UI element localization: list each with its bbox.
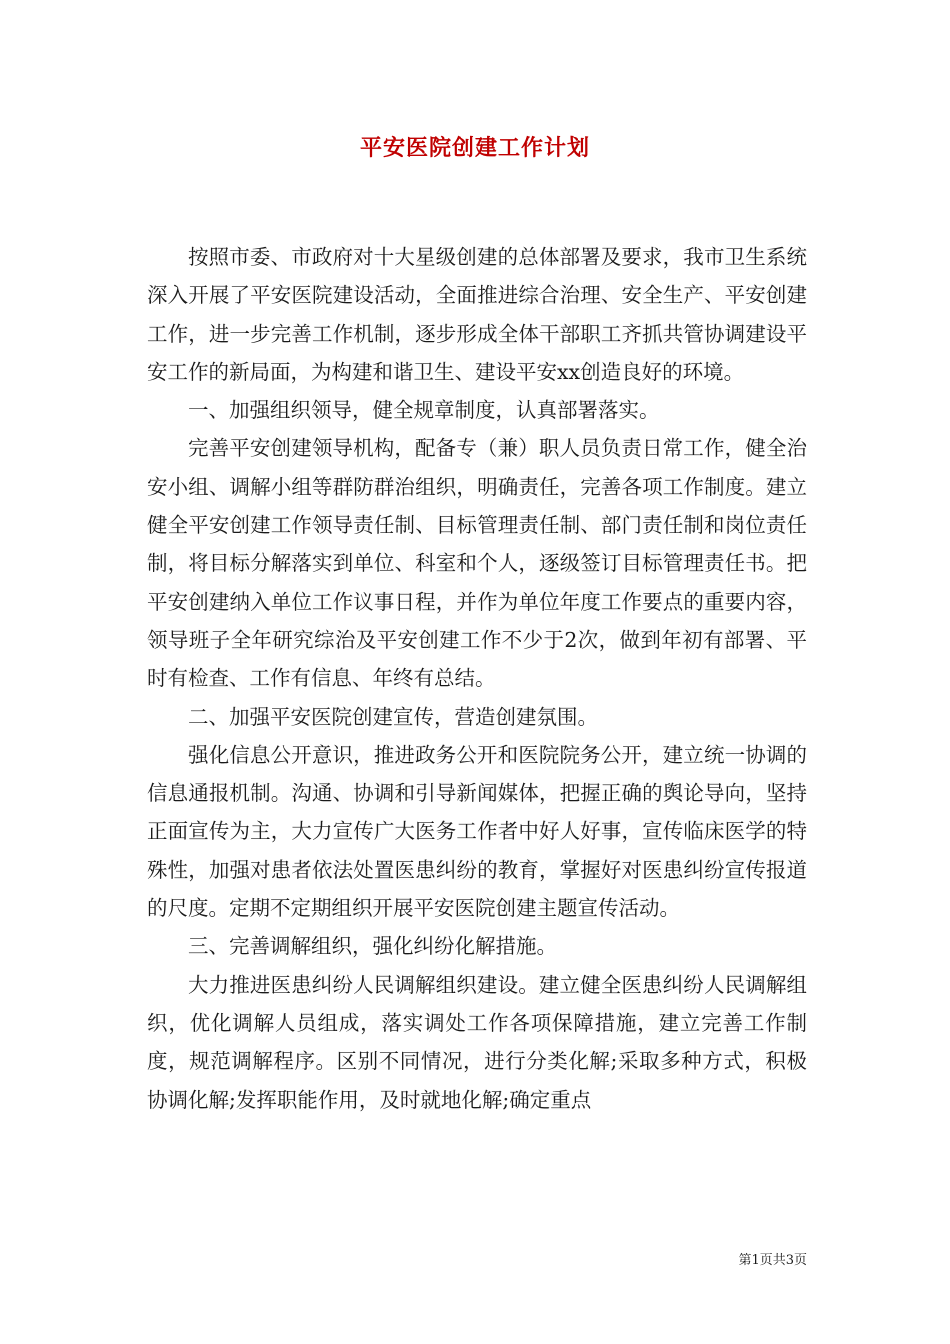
section-heading-1: 一、加强组织领导，健全规章制度，认真部署落实。	[188, 398, 660, 423]
section-heading-3: 三、完善调解组织，强化纠纷化解措施。	[188, 934, 557, 959]
section-paragraph-1: 完善平安创建领导机构，配备专（兼）职人员负责日常工作，健全治安小组、调解小组等群防群治组织，明确责任，完善各项工作制度。建立健全平安创建工作领导责任制、目标管理责任制、部门责任制和岗位责任制，将目标分解落实到单位、科室和个人，逐级签订目标管理责任书。把平安创建纳入单位工作议事日程，并作为单位年度工作要点的重要内容，领导班子全年研究综治及平安创建工作不少于2次，做到年初有部署、平时有检查、工作有信息、年终有总结。	[147, 436, 807, 691]
section-heading-2: 二、加强平安医院创建宣传，营造创建氛围。	[188, 704, 598, 729]
document-body	[147, 238, 807, 1119]
page-number-footer: 第1页共3页	[738, 1253, 807, 1268]
intro-paragraph: 按照市委、市政府对十大星级创建的总体部署及要求，我市卫生系统深入开展了平安医院建设活动，全面推进综合治理、安全生产、平安创建工作，进一步完善工作机制，逐步形成全体干部职工齐抓共管协调建设平安工作的新局面，为构建和谐卫生、建设平安xx创造良好的环境。	[147, 245, 807, 384]
document-title: 平安医院创建工作计划	[359, 135, 590, 161]
section-paragraph-2: 强化信息公开意识，推进政务公开和医院院务公开，建立统一协调的信息通报机制。沟通、协调和引导新闻媒体，把握正确的舆论导向，坚持正面宣传为主，大力宣传广大医务工作者中好人好事，宣传临床医学的特殊性，加强对患者依法处置医患纠纷的教育，掌握好对医患纠纷宣传报道的尺度。定期不定期组织开展平安医院创建主题宣传活动。	[147, 742, 807, 921]
section-paragraph-3: 大力推进医患纠纷人民调解组织建设。建立健全医患纠纷人民调解组织，优化调解人员组成，落实调处工作各项保障措施，建立完善工作制度，规范调解程序。区别不同情况，进行分类化解;采取多种方式，积极协调化解;发挥职能作用，及时就地化解;确定重点	[147, 972, 807, 1112]
